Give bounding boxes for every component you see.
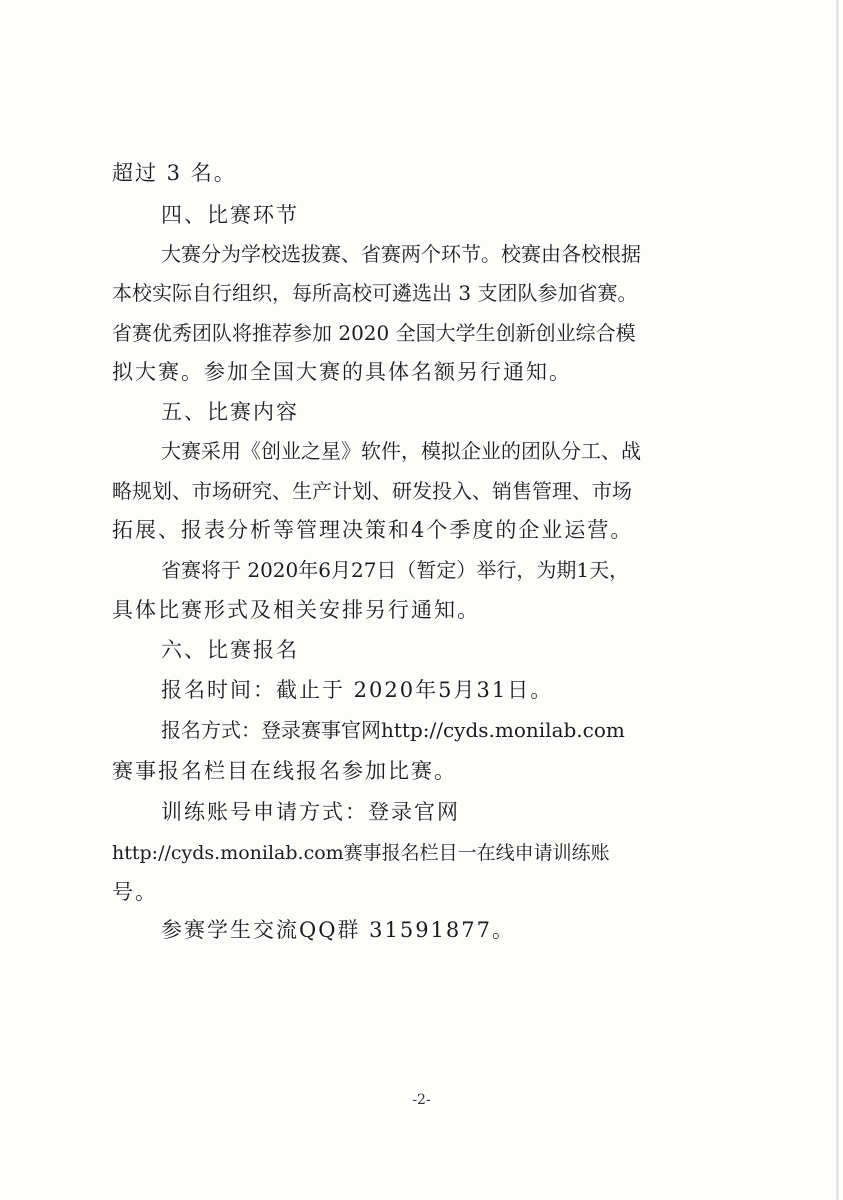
text-line-5: 省赛优秀团队将推荐参加 2020 全国大学生创新创业综合模	[112, 321, 636, 345]
text-line-14: 报名时间：截止于 2020年5月31日。	[161, 678, 554, 702]
text-line-3: 大赛分为学校选拔赛、省赛两个环节。校赛由各校根据	[161, 242, 641, 266]
text-line-1: 超过 3 名。	[112, 161, 237, 185]
section-heading-5: 五、比赛内容	[161, 400, 299, 424]
text-line-11: 省赛将于 2020年6月27日（暂定）举行，为期1天，	[161, 558, 630, 582]
text-line-9: 略规划、市场研究、生产计划、研发投入、销售管理、市场	[112, 479, 632, 503]
section-heading-4: 四、比赛环节	[161, 203, 299, 227]
text-line-15: 报名方式：登录赛事官网http://cyds.monilab.com	[161, 718, 625, 742]
text-line-17: 训练账号申请方式：登录官网	[161, 800, 460, 824]
text-line-10: 拓展、报表分析等管理决策和4个季度的企业运营。	[112, 518, 634, 542]
text-line-4: 本校实际自行组织，每所高校可遴选出 3 支团队参加省赛。	[112, 281, 638, 305]
page-edge-shadow	[836, 0, 839, 1200]
text-line-8: 大赛采用《创业之星》软件，模拟企业的团队分工、战	[161, 439, 641, 463]
text-line-16: 赛事报名栏目在线报名参加比赛。	[112, 759, 457, 783]
section-heading-6: 六、比赛报名	[161, 638, 299, 662]
page-number: -2-	[412, 1092, 431, 1108]
text-line-12: 具体比赛形式及相关安排另行通知。	[112, 598, 480, 622]
text-line-18: http://cyds.monilab.com赛事报名栏目一在线申请训练账	[112, 842, 610, 864]
text-line-19: 号。	[112, 880, 158, 904]
text-line-20: 参赛学生交流QQ群 31591877。	[161, 918, 515, 942]
text-line-6: 拟大赛。参加全国大赛的具体名额另行通知。	[112, 360, 572, 384]
